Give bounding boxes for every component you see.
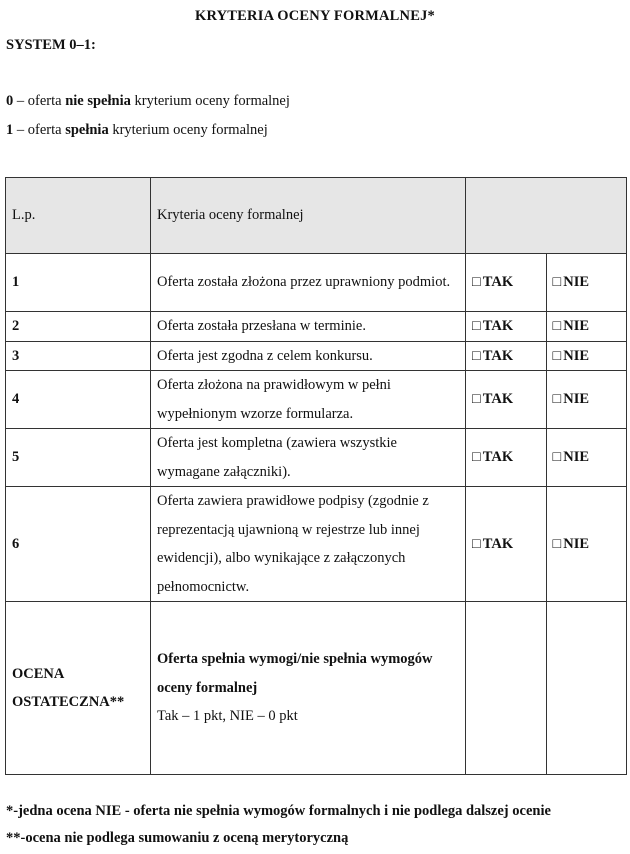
row-criterion: Oferta jest kompletna (zawiera wszystkie wymagane załączniki). <box>151 429 466 487</box>
system-label: SYSTEM 0–1: <box>6 37 96 53</box>
checkbox-icon[interactable]: □ <box>552 318 562 334</box>
row-criterion: Oferta zawiera prawidłowe podpisy (zgodnie z reprezentacją ujawnioną w rejestrze lub innej ewidencji), albo wynikające z załączonych pełnomocnictw. <box>151 487 466 602</box>
table-row <box>6 429 627 487</box>
table-row <box>6 487 627 602</box>
final-bold-text: Oferta spełnia wymogi/nie spełnia wymogów oceny formalnej <box>157 651 433 696</box>
checkbox-icon[interactable]: □ <box>552 535 562 552</box>
table-row <box>6 254 627 312</box>
table-row <box>6 312 627 342</box>
final-no-cell[interactable] <box>546 602 627 775</box>
header-lp: L.p. <box>6 178 151 254</box>
option-yes-label: TAK <box>482 449 514 466</box>
option-no-label: NIE <box>563 449 590 466</box>
option-yes[interactable] <box>466 487 547 602</box>
option-no-label: NIE <box>563 535 590 552</box>
checkbox-icon[interactable]: □ <box>472 535 481 552</box>
row-lp: 2 <box>6 312 151 342</box>
option-no-label: NIE <box>563 318 590 334</box>
row-lp: 3 <box>6 341 151 371</box>
option-no-label: NIE <box>563 274 590 291</box>
row-criterion: Oferta złożona na prawidłowym w pełni wypełnionym wzorze formularza. <box>151 371 466 429</box>
option-yes-label: TAK <box>482 535 514 552</box>
footnote-2: **-ocena nie podlega sumowaniu z oceną merytoryczną <box>6 830 349 846</box>
page-title: KRYTERIA OCENY FORMALNEJ* <box>195 8 435 24</box>
legend-bold: spełnia <box>65 122 109 138</box>
final-criterion <box>151 602 466 775</box>
final-yes-cell[interactable] <box>466 602 547 775</box>
option-yes[interactable] <box>466 254 547 312</box>
row-criterion: Oferta jest zgodna z celem konkursu. <box>151 341 466 371</box>
option-yes[interactable] <box>466 429 547 487</box>
option-yes[interactable] <box>466 312 547 342</box>
criteria-table <box>5 177 627 775</box>
header-options <box>466 178 627 254</box>
final-label-line1: OCENA <box>12 665 65 682</box>
final-label <box>6 602 151 775</box>
option-yes-label: TAK <box>482 347 514 364</box>
checkbox-icon[interactable]: □ <box>472 347 481 364</box>
legend-post: kryterium oceny formalnej <box>108 122 268 138</box>
option-no[interactable] <box>546 341 627 371</box>
legend-post: kryterium oceny formalnej <box>130 93 290 109</box>
option-yes-label: TAK <box>482 391 514 408</box>
checkbox-icon[interactable]: □ <box>552 449 562 466</box>
row-lp: 6 <box>6 487 151 602</box>
row-criterion: Oferta została przesłana w terminie. <box>151 312 466 342</box>
row-lp: 1 <box>6 254 151 312</box>
row-lp: 4 <box>6 371 151 429</box>
option-no[interactable] <box>546 312 627 342</box>
row-lp: 5 <box>6 429 151 487</box>
checkbox-icon[interactable]: □ <box>472 274 481 291</box>
final-label-line2: OSTATECZNA** <box>12 694 125 710</box>
legend-line-0 <box>6 93 290 110</box>
table-row <box>6 341 627 371</box>
checkbox-icon[interactable]: □ <box>552 274 562 291</box>
legend-line-1 <box>6 122 268 139</box>
table-header-row <box>6 178 627 254</box>
final-scoring: Tak – 1 pkt, NIE – 0 pkt <box>157 708 298 725</box>
legend-code: 0 <box>6 93 14 109</box>
option-yes-label: TAK <box>482 318 514 334</box>
option-yes[interactable] <box>466 341 547 371</box>
option-no[interactable] <box>546 371 627 429</box>
legend-pre: – oferta <box>13 93 66 109</box>
option-yes[interactable] <box>466 371 547 429</box>
row-criterion: Oferta została złożona przez uprawniony podmiot. <box>151 254 466 312</box>
legend-bold: nie spełnia <box>65 93 131 109</box>
legend-pre: – oferta <box>13 122 66 138</box>
option-no-label: NIE <box>563 391 590 408</box>
checkbox-icon[interactable]: □ <box>472 449 481 466</box>
checkbox-icon[interactable]: □ <box>552 391 562 408</box>
option-no[interactable] <box>546 429 627 487</box>
legend-code: 1 <box>6 122 14 138</box>
option-yes-label: TAK <box>482 274 514 291</box>
option-no-label: NIE <box>563 347 590 364</box>
option-no[interactable] <box>546 254 627 312</box>
header-criteria: Kryteria oceny formalnej <box>151 178 466 254</box>
option-no[interactable] <box>546 487 627 602</box>
checkbox-icon[interactable]: □ <box>472 391 481 408</box>
checkbox-icon[interactable]: □ <box>472 318 481 334</box>
final-row <box>6 602 627 775</box>
footnote-1: *-jedna ocena NIE - oferta nie spełnia wymogów formalnych i nie podlega dalszej ocenie <box>6 803 551 819</box>
checkbox-icon[interactable]: □ <box>552 347 562 364</box>
table-row <box>6 371 627 429</box>
